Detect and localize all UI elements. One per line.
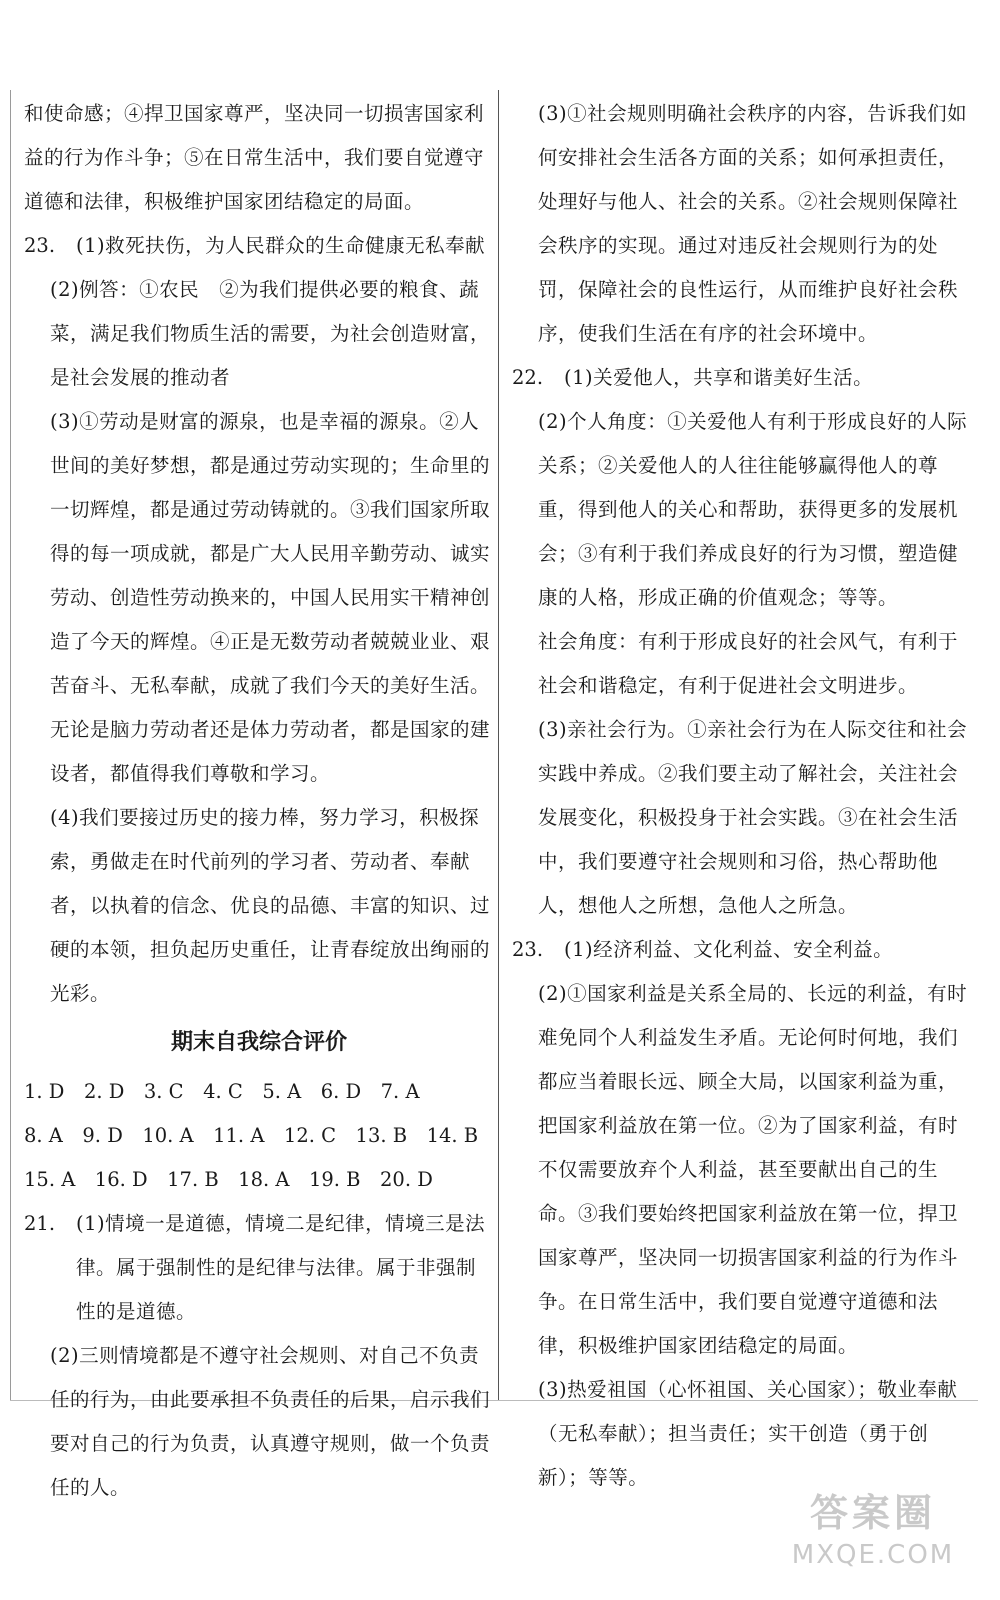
right-column <box>512 92 977 1500</box>
answer-part-1: (1)救死扶伤，为人民群众的生命健康无私奉献 <box>76 234 486 257</box>
answer-part-3: (3)①社会规则明确社会秩序的内容，告诉我们如何安排社会生活各方面的关系；如何承担责任，处理好与他人、社会的关系。②社会规则保障社会秩序的实现。通过对违反社会规则行为的处罚，保障社会的良性运行，从而维护良好社会秩序，使我们生活在有序的社会环境中。 <box>538 102 968 345</box>
answer-part-2: (2)个人角度：①关爱他人有利于形成良好的人际关系；②关爱他人的人往往能够赢得他人的尊重，得到他人的关心和帮助，获得更多的发展机会；③有利于我们养成良好的行为习惯，塑造健康的人格，形成正确的价值观念；等等。 <box>538 410 968 609</box>
section-title: 期末自我综合评价 <box>170 1030 347 1055</box>
left-margin-line <box>10 90 11 1400</box>
continued-line-1: 和使命感；④捍卫国家尊严，坚决同一切损害国家利 <box>24 102 485 125</box>
question-23-left <box>24 224 494 268</box>
answer-part-1: (1)经济利益、文化利益、安全利益。 <box>564 938 894 961</box>
answer-part-2: (2)例答：①农民 ②为我们提供必要的粮食、蔬菜，满足我们物质生活的需要，为社会创造财富，是社会发展的推动者 <box>50 278 491 389</box>
left-column <box>24 92 494 1510</box>
continued-line-3: 道德和法律，积极维护国家团结稳定的局面。 <box>24 190 425 213</box>
continued-line-2: 益的行为作斗争；⑤在日常生活中，我们要自觉遵守 <box>24 146 485 169</box>
choice-answers-line-3: 15. A 16. D 17. B 18. A 19. B 20. D <box>24 1168 433 1191</box>
answer-part-3: (3)亲社会行为。①亲社会行为在人际交往和社会实践中养成。②我们要主动了解社会，关注社会发展变化，积极投身于社会实践。③在社会生活中，我们要遵守社会规则和习俗，热心帮助他人，想他人之所想，急他人之所急。 <box>538 718 968 917</box>
answer-part-2: (2)①国家利益是关系全局的、长远的利益，有时难免同个人利益发生矛盾。无论何时何地，我们都应当着眼长远、顾全大局，以国家利益为重，把国家利益放在第一位。②为了国家利益，有时不仅需要放弃个人利益，甚至要献出自己的生命。③我们要始终把国家利益放在第一位，捍卫国家尊严，坚决同一切损害国家利益的行为作斗争。在日常生活中，我们要自觉遵守道德和法律，积极维护国家团结稳定的局面。 <box>538 982 968 1357</box>
question-number: 21. <box>24 1212 56 1235</box>
answer-part-4: (4)我们要接过历史的接力棒，努力学习，积极探索，勇做走在时代前列的学习者、劳动者、奉献者，以执着的信念、优良的品德、丰富的知识、过硬的本领，担负起历史重任，让青春绽放出绚丽的光彩。 <box>50 806 491 1005</box>
answer-part-1: (1)情境一是道德，情境二是纪律，情境三是法律。属于强制性的是纪律与法律。属于非强制性的是道德。 <box>76 1212 486 1323</box>
answer-part-2: (2)三则情境都是不遵守社会规则、对自己不负责任的行为，由此要承担不负责任的后果，启示我们要对自己的行为负责，认真遵守规则，做一个负责任的人。 <box>50 1344 491 1499</box>
choice-answers-line-2: 8. A 9. D 10. A 11. A 12. C 13. B 14. B <box>24 1124 479 1147</box>
question-number: 22. <box>512 366 544 389</box>
watermark-title: 答案圈 <box>809 1491 936 1535</box>
answer-part-2-social: 社会角度：有利于形成良好的社会风气，有利于社会和谐稳定，有利于促进社会文明进步。 <box>538 630 959 697</box>
column-divider <box>498 90 499 1400</box>
watermark-logo <box>768 1487 978 1582</box>
answer-part-3: (3)①劳动是财富的源泉，也是幸福的源泉。②人世间的美好梦想，都是通过劳动实现的；生命里的一切辉煌，都是通过劳动铸就的。③我们国家所取得的每一项成就，都是广大人民用辛勤劳动、诚实劳动、创造性劳动换来的，中国人民用实干精神创造了今天的辉煌。④正是无数劳动者兢兢业业、艰苦奋斗、无私奉献，成就了我们今天的美好生活。无论是脑力劳动者还是体力劳动者，都是国家的建设者，都值得我们尊敬和学习。 <box>50 410 491 785</box>
watermark-url: MXQE.COM <box>791 1540 955 1570</box>
answer-part-3: (3)热爱祖国（心怀祖国、关心国家）；敬业奉献（无私奉献）；担当责任；实干创造（勇于创新）；等等。 <box>538 1378 958 1489</box>
question-22 <box>512 356 977 400</box>
question-number: 23. <box>24 234 56 257</box>
question-number: 23. <box>512 938 544 961</box>
question-23-right <box>512 928 977 972</box>
question-21 <box>24 1202 494 1334</box>
choice-answers-line-1: 1. D 2. D 3. C 4. C 5. A 6. D 7. A <box>24 1080 420 1103</box>
answer-part-1: (1)关爱他人，共享和谐美好生活。 <box>564 366 874 389</box>
